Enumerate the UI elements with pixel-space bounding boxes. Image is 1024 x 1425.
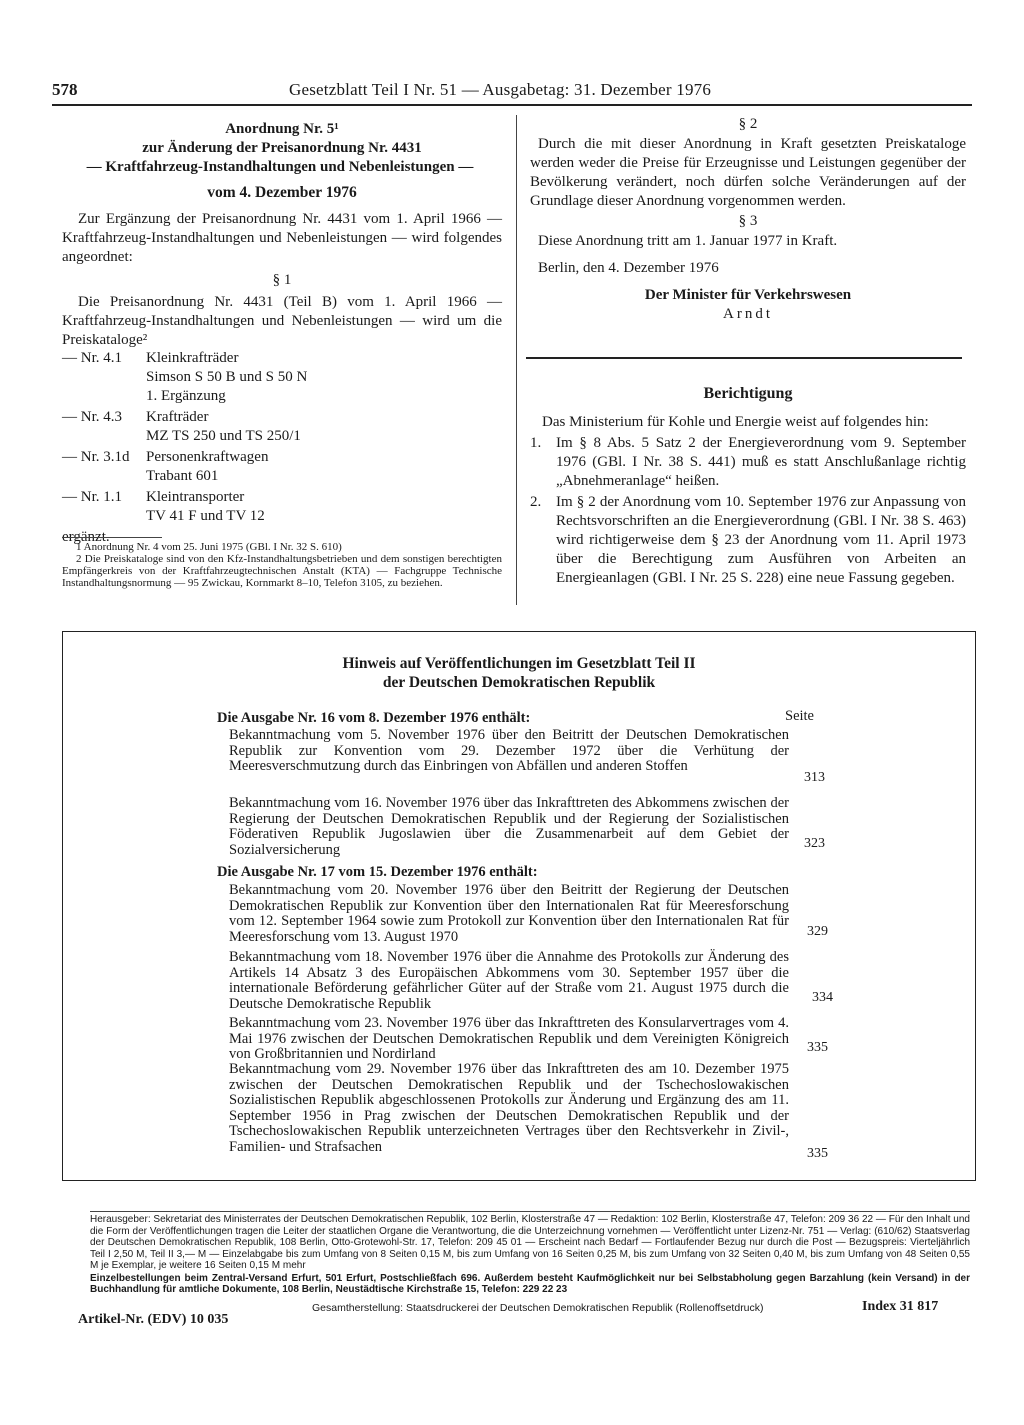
left-column	[62, 120, 502, 350]
title-line: — Kraftfahrzeug-Instandhaltungen und Nebenleistungen —	[86, 159, 474, 175]
correction-title: Berichtigung	[703, 385, 793, 402]
place-date: Berlin, den 4. Dezember 1976	[538, 260, 719, 276]
printer-line: Gesamtherstellung: Staatsdruckerei der Deutschen Demokratischen Republik (Rollenoffsetdruck)	[312, 1302, 764, 1314]
notice-title-line: Hinweis auf Veröffentlichungen im Gesetzblatt Teil II	[342, 655, 696, 672]
section-2-heading: § 2	[738, 116, 758, 132]
entry-text: Bekanntmachung vom 20. November 1976 über den Beitritt der Regierung der Deutschen Demokratischen Republik zur Konvention über den Internationalen Rat für Meeresforschung vom 12. September 1964 sowie zum Protokoll zur Konvention über den Internationalen Rat für Meeresforschung vom 13. August 1970	[229, 882, 789, 945]
imprint	[90, 1214, 970, 1296]
entry-page: 335	[807, 1040, 828, 1055]
notice-entry	[229, 1062, 789, 1155]
index-number: Index 31 817	[862, 1299, 939, 1314]
catalogue-number: — Nr. 4.3	[62, 409, 122, 425]
entry-page: 313	[804, 770, 825, 785]
correction-text: Im § 8 Abs. 5 Satz 2 der Energieverordnung vom 9. September 1976 (GBl. I Nr. 38 S. 441) muß es statt Anschlußanlage richtig „Abnehmeranlage“ heißen.	[556, 435, 966, 489]
correction-number: 2.	[530, 494, 542, 510]
entry-text: Bekanntmachung vom 5. November 1976 über den Beitritt der Deutschen Demokratischen Republik zur Konvention vom 29. Dezember 1972 über die Verhütung der Meeresverschmutzung durch das Einbringen von Abfällen und anderen Stoffen	[229, 727, 789, 774]
section-3-paragraph: Diese Anordnung tritt am 1. Januar 1977 in Kraft.	[538, 233, 838, 249]
entry-page: 329	[807, 924, 828, 939]
notice-entry	[229, 1016, 789, 1063]
entry-page: 334	[812, 990, 833, 1005]
correction-item	[530, 434, 966, 491]
column-divider	[516, 115, 517, 605]
notice-entry	[229, 950, 789, 1012]
entry-page: 323	[804, 836, 825, 851]
footnote-rule	[62, 537, 162, 538]
imprint-orders: Einzelbestellungen beim Zentral-Versand Erfurt, 501 Erfurt, Postschließfach 696. Außerdem besteht Kaufmöglichkeit nur bei Selbstabholung gegen Barzahlung (kein Versand) in der Buchhandlung für amtliche Dokumente, 108 Berlin, Neustädtische Kirchstraße 15, Telefon: 229 22 23	[90, 1272, 970, 1295]
notice-title-line: der Deutschen Demokratischen Republik	[382, 674, 656, 691]
title-line: zur Änderung der Preisanordnung Nr. 4431	[142, 140, 422, 156]
article-number: Artikel-Nr. (EDV) 10 035	[78, 1312, 229, 1327]
section-1-paragraph: Die Preisanordnung Nr. 4431 (Teil B) vom 1. April 1966 — Kraftfahrzeug-Instandhaltungen und Nebenleistungen — wird um die Preiskataloge²	[62, 294, 502, 348]
correction-block	[530, 384, 966, 588]
section-3-heading: § 3	[738, 213, 758, 229]
catalogue-text: Krafträder MZ TS 250 und TS 250/1	[146, 409, 301, 444]
minister-title: Der Minister für Verkehrswesen	[644, 287, 852, 303]
entry-text: Bekanntmachung vom 23. November 1976 über das Inkrafttreten des Konsularvertrages vom 4. Mai 1976 zwischen der Deutschen Demokratischen Republik und dem Vereinigten Königreich von Großbritannien und Nordirland	[229, 1015, 789, 1062]
header-rule	[52, 104, 972, 106]
page-header	[52, 80, 972, 104]
notice-entry	[229, 883, 789, 945]
catalogue-text: Personenkraftwagen Trabant 601	[146, 449, 269, 484]
correction-text: Im § 2 der Anordnung vom 10. September 1976 zur Anpassung von Rechtsvorschriften an die Energieverordnung (GBl. I Nr. 38 S. 463) wird richtigerweise dem § 23 der Anordnung vom 11. April 1973 über die Berechtigung zum Ausführen von Arbeiten an Energieanlagen (GBl. I Nr. 25 S. 228) eine neue Fassung gegeben.	[556, 494, 966, 586]
catalogue-item	[62, 349, 502, 406]
correction-number: 1.	[530, 435, 542, 451]
catalogue-item	[62, 488, 502, 526]
section-2-paragraph: Durch die mit dieser Anordnung in Kraft gesetzten Preiskataloge werden weder die Preise für Erzeugnisse und Leistungen gegenüber der Bevölkerung verändert, noch dürfen solche Veränderungen auf der Grundlage dieser Anordnung vorgenommen werden.	[530, 136, 966, 209]
running-head: Gesetzblatt Teil I Nr. 51 — Ausgabetag: 31. Dezember 1976	[289, 80, 712, 99]
signature: Arndt	[723, 306, 773, 322]
section-rule	[526, 357, 962, 359]
catalogue-item	[62, 448, 502, 486]
footnote-1: 1 Anordnung Nr. 4 vom 25. Juni 1975 (GBl. I Nr. 32 S. 610)	[76, 541, 342, 553]
right-column	[530, 116, 966, 323]
page-column-label: Seite	[785, 708, 814, 724]
notice-title	[63, 654, 975, 692]
page-number: 578	[52, 80, 78, 99]
correction-item	[530, 493, 966, 588]
catalogue-number: — Nr. 3.1d	[62, 449, 130, 465]
intro-paragraph: Zur Ergänzung der Preisanordnung Nr. 4431 vom 1. April 1966 — Kraftfahrzeug-Instandhaltungen und Nebenleistungen — wird folgendes angeordnet:	[62, 211, 502, 265]
notice-entry	[229, 728, 789, 775]
ordinance-title	[62, 120, 502, 177]
imprint-publisher: Herausgeber: Sekretariat des Ministerrates der Deutschen Demokratischen Republik, 102 Berlin, Klosterstraße 47 — Redaktion: 102 Berlin, Klosterstraße 47, Telefon: 209 36 22 — Für den Inhalt und die Form der Veröffentlichungen tragen die Leiter der staatlichen Organe die Verantwortung, die die Unterzeichnung vornehmen — Veröffentlicht unter Lizenz-Nr. 751 — Verlag: (610/62) Staatsverlag der Deutschen Demokratischen Republik, 108 Berlin, Otto-Grotewohl-Str. 17, Telefon: 209 45 01 — Erscheint nach Bedarf — Fortlaufender Bezug nur durch die Post — Bezugspreis: Vierteljährlich Teil I 2,50 M, Teil II 3,— M — Einzelabgabe bis zum Umfang von 8 Seiten 0,15 M, bis zum Umfang von 16 Seiten 0,25 M, bis zum Umfang von 32 Seiten 0,40 M, bis zum Umfang von 48 Seiten 0,55 M je Exemplar, je weitere 16 Seiten 0,15 M mehr	[90, 1214, 970, 1271]
catalogue-list	[62, 349, 502, 547]
section-1-heading: § 1	[272, 272, 292, 288]
issue-17-heading: Die Ausgabe Nr. 17 vom 15. Dezember 1976 enthält:	[217, 864, 538, 880]
entry-text: Bekanntmachung vom 16. November 1976 über das Inkrafttreten des Abkommens zwischen der Regierung der Deutschen Demokratischen Republik und der Regierung der Sozialistischen Föderativen Republik Jugoslawien über die Zusammenarbeit auf dem Gebiet der Sozialversicherung	[229, 795, 789, 858]
footnote-2: 2 Die Preiskataloge sind von den Kfz-Instandhaltungsbetrieben und dem sonstigen berechtigten Empfängerkreis von der Kraftfahrzeugtechnischen Anstalt (KTA) — Fachgruppe Technische Instandhaltungsnormung — 95 Zwickau, Kornmarkt 8–10, Telefon 3105, zu beziehen.	[62, 553, 502, 589]
entry-text: Bekanntmachung vom 29. November 1976 über das Inkrafttreten des am 10. Dezember 1975 zwischen der Deutschen Demokratischen Republik und der Tschechoslowakischen Sozialistischen Republik abgeschlossenen Protokolls zur Änderung und Ergänzung des am 11. September 1956 in Prag zwischen der Deutschen Demokratischen Republik und der Tschechoslowakischen Republik unterzeichneten Vertrages über den Rechtsverkehr in Zivil-, Familien- und Strafsachen	[229, 1061, 789, 1155]
correction-intro: Das Ministerium für Kohle und Energie weist auf folgendes hin:	[542, 414, 929, 430]
catalogue-number: — Nr. 1.1	[62, 489, 122, 505]
issue-16-heading: Die Ausgabe Nr. 16 vom 8. Dezember 1976 enthält:	[217, 710, 531, 726]
footnotes	[62, 541, 502, 589]
imprint-rule	[90, 1211, 970, 1212]
catalogue-text: Kleinkrafträder Simson S 50 B und S 50 N 1. Ergänzung	[146, 350, 308, 404]
ordinance-date: vom 4. Dezember 1976	[207, 184, 357, 201]
notice-entry	[229, 796, 789, 858]
catalogue-item	[62, 408, 502, 446]
catalogue-text: Kleintransporter TV 41 F und TV 12	[146, 489, 265, 524]
catalogue-number: — Nr. 4.1	[62, 350, 122, 366]
closing-word: ergänzt.	[62, 529, 110, 545]
title-line: Anordnung Nr. 5¹	[225, 121, 339, 137]
notice-box	[62, 631, 976, 1181]
entry-text: Bekanntmachung vom 18. November 1976 über die Annahme des Protokolls zur Änderung des Artikels 14 Absatz 3 des Europäischen Abkommens vom 30. September 1957 über die internationale Beförderung gefährlicher Güter auf der Straße vom 21. August 1975 durch die Deutsche Demokratische Republik	[229, 949, 789, 1012]
entry-page: 335	[807, 1146, 828, 1161]
